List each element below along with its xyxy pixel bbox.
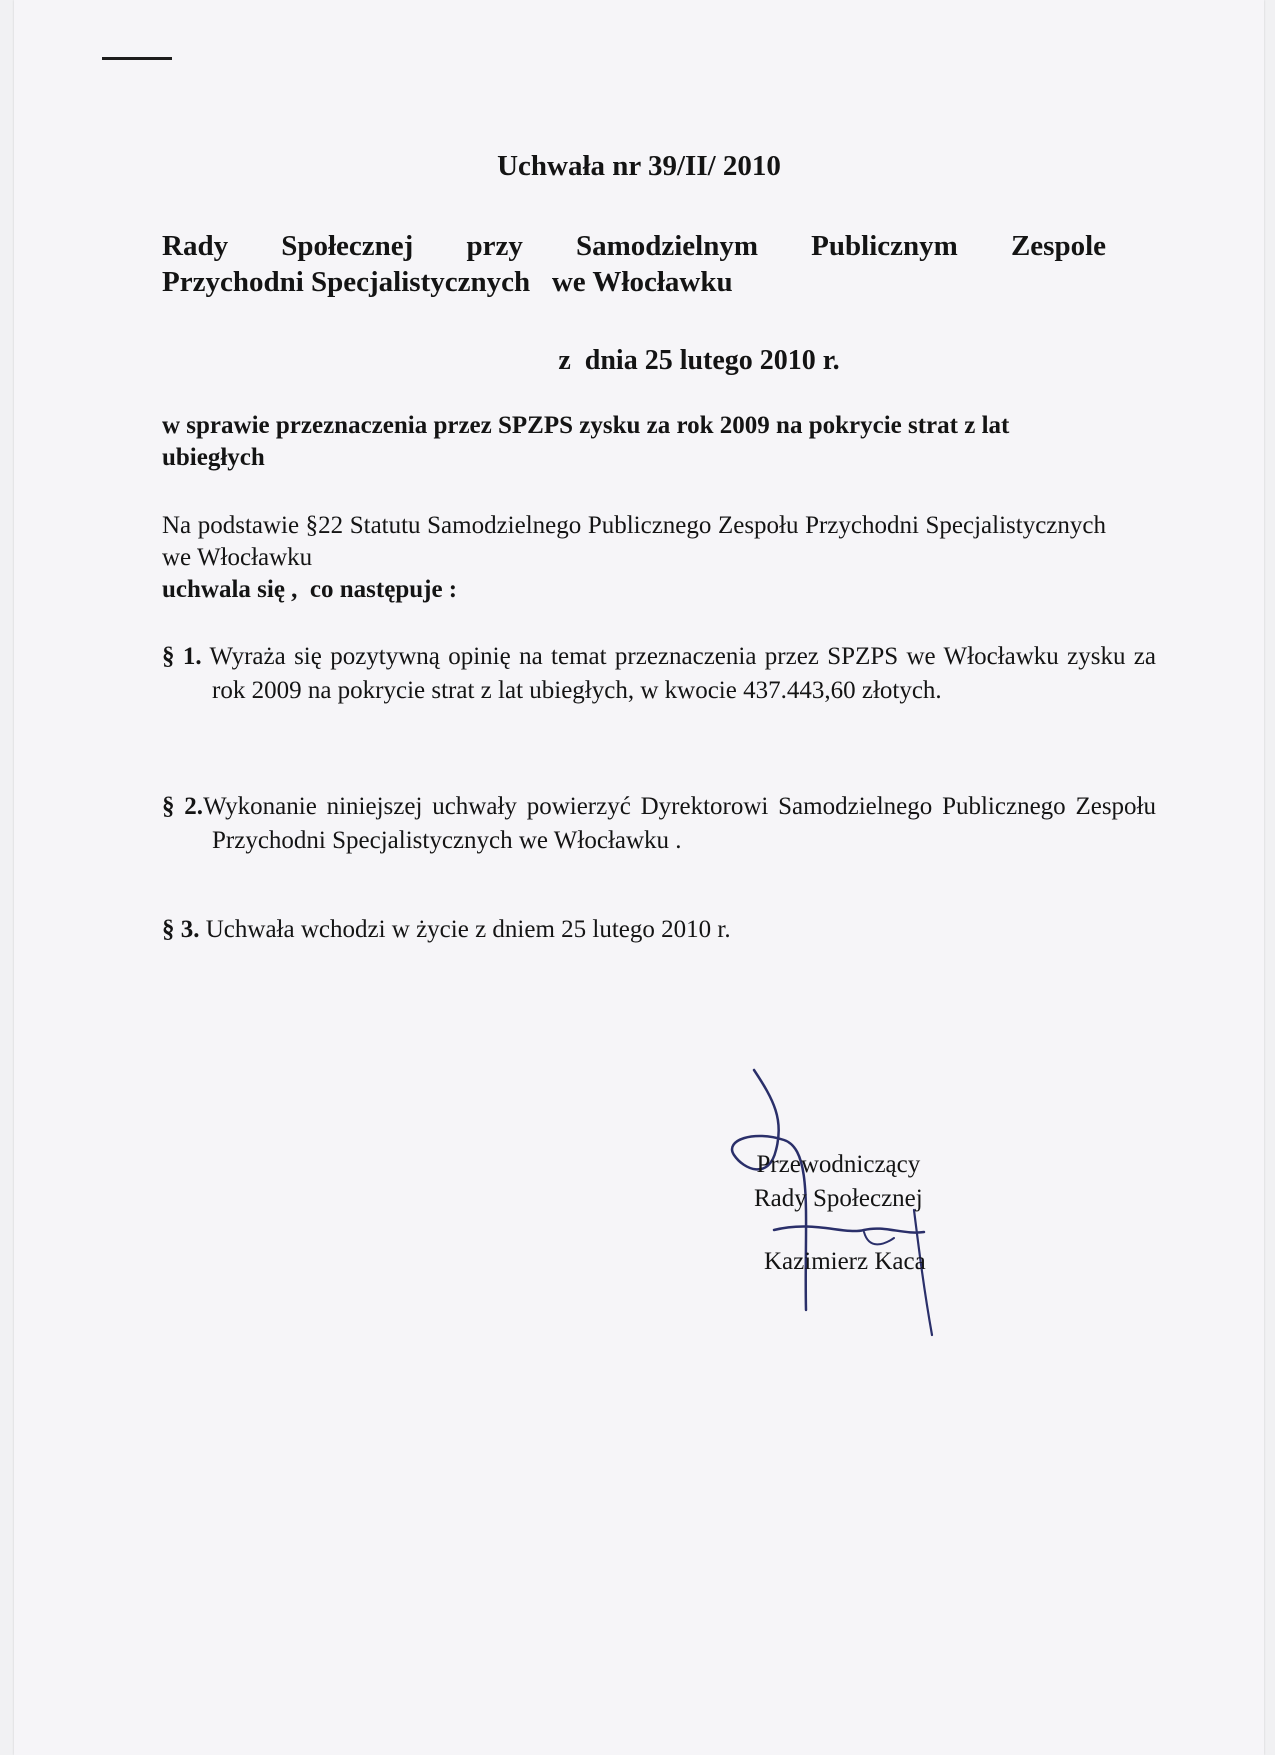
resolution-title: Uchwała nr 39/II/ 2010: [497, 150, 781, 182]
paragraph-3: [162, 913, 1106, 947]
resolution-date: z dnia 25 lutego 2010 r.: [558, 345, 840, 376]
paragraph-number: § 1.: [162, 643, 202, 670]
resolves-line: uchwala się , co następuje :: [162, 576, 458, 603]
council-line-1: [162, 228, 1106, 264]
council-word: Samodzielnym: [575, 230, 759, 262]
council-word: Społecznej: [281, 230, 414, 262]
council-word: Zespole: [1010, 230, 1106, 262]
document-page: [14, 0, 1264, 1755]
council-word: Publicznym: [811, 230, 958, 262]
signer-title-line-1: Przewodniczący: [756, 1151, 921, 1178]
signer-title-line-2: Rady Społecznej: [754, 1185, 923, 1212]
legal-basis: [162, 510, 1106, 606]
council-word: Rady: [162, 230, 229, 262]
resolution-subject: w sprawie przeznaczenia przez SPZPS zysku za rok 2009 na pokrycie strat z lat ubiegłych: [162, 412, 1010, 471]
paragraph-number: § 3.: [162, 916, 200, 943]
paragraph-text: Wykonanie niniejszej uchwały powierzyć Dyrektorowi Samodzielnego Publicznego Zespołu Przychodni Specjalistycznych we Włocławku .: [203, 793, 1157, 854]
paragraph-number: § 2.: [162, 793, 204, 820]
legal-basis-text: Na podstawie §22 Statutu Samodzielnego Publicznego Zespołu Przychodni Specjalistycznych we Włocławku: [162, 512, 1106, 571]
paragraph-text: Wyraża się pozytywną opinię na temat przeznaczenia przez SPZPS we Włocławku zysku za rok 2009 na pokrycie strat z lat ubiegłych, w kwocie 437.443,60 złotych.: [209, 643, 1156, 704]
paragraph-2: [162, 790, 1156, 858]
corner-mark: [102, 57, 172, 60]
council-word: przy: [466, 230, 523, 262]
paragraph-1: [162, 640, 1156, 708]
signer-name: Kazimierz Kaca: [764, 1248, 926, 1275]
council-name: [162, 228, 1106, 300]
council-line-2: Przychodni Specjalistycznych we Włocławku: [162, 266, 733, 298]
signer-title: [754, 1148, 923, 1216]
paragraph-text: Uchwała wchodzi w życie z dniem 25 lutego 2010 r.: [205, 916, 731, 943]
